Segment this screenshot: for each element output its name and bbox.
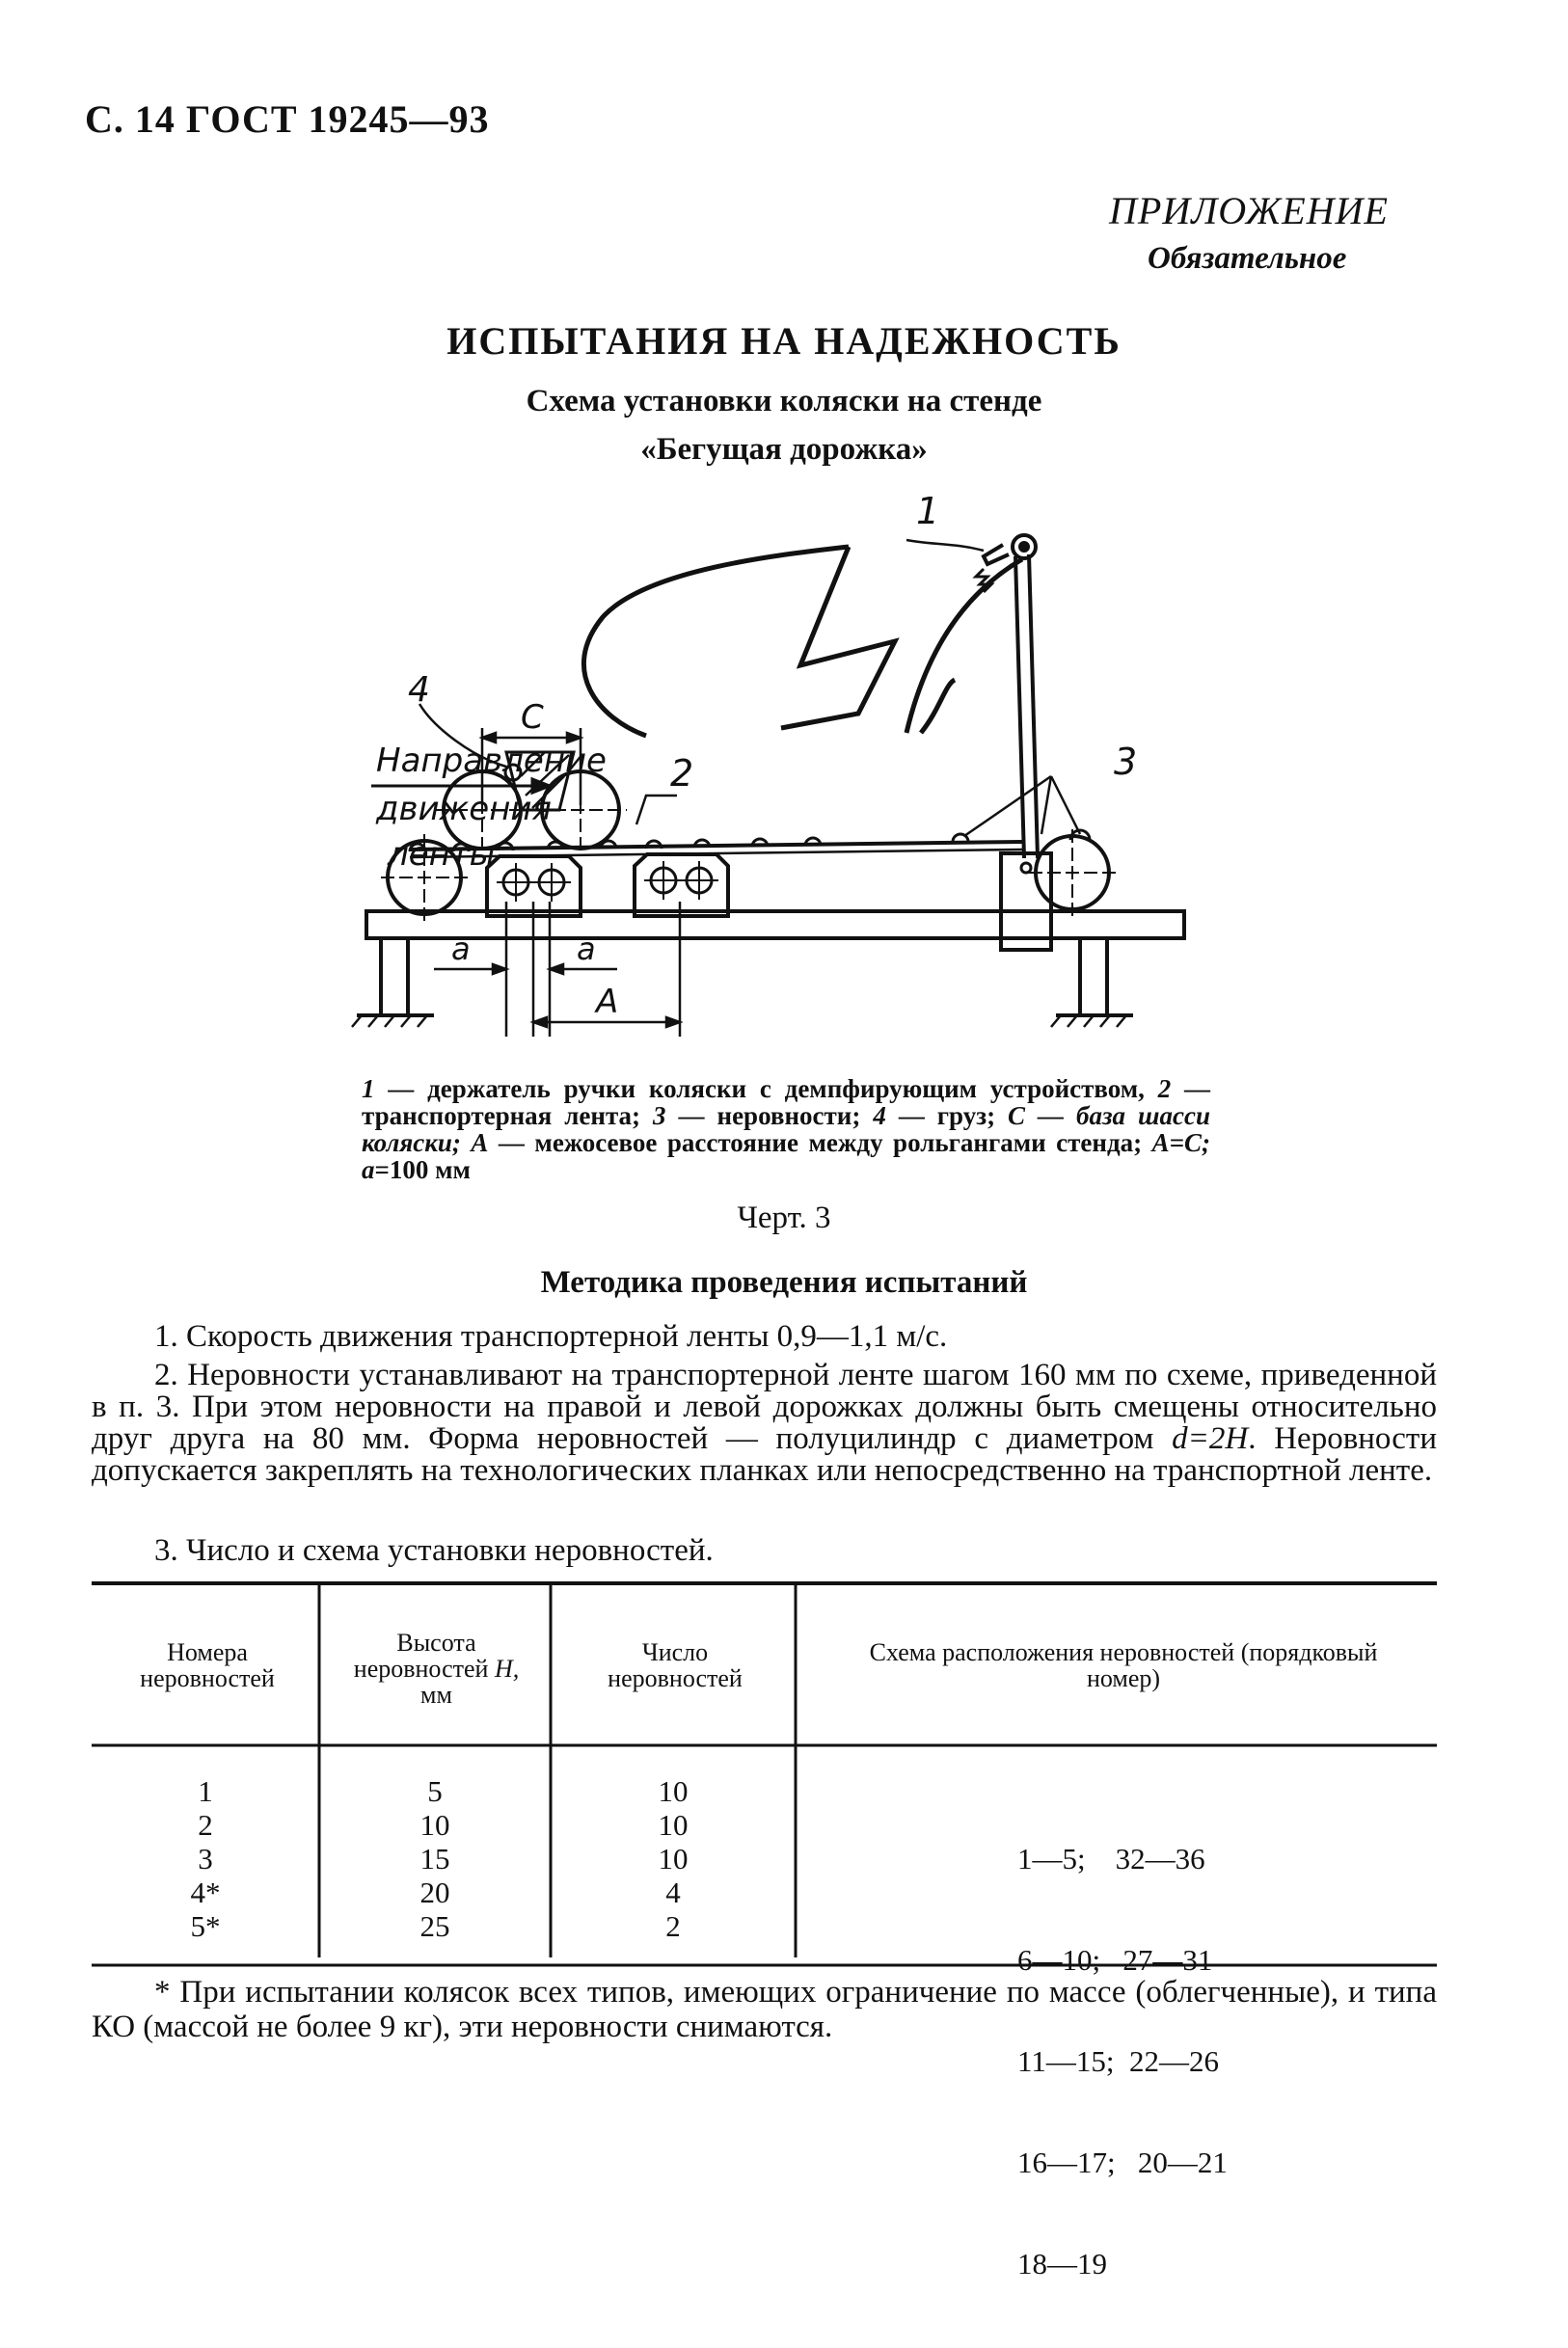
- footnote-rule: [92, 1962, 1437, 1968]
- label-a-big: A: [596, 983, 619, 1021]
- table-cell: 5*: [190, 1909, 221, 1943]
- direction-line1: Направление: [376, 742, 607, 780]
- caption-t2: — транспортерная лента;: [362, 1074, 1210, 1130]
- column-counts: [551, 1774, 796, 1943]
- table-cell: 6—10; 27—31: [1017, 1943, 1213, 1977]
- paragraph-3: [92, 1535, 1437, 1567]
- chart-number: Черт. 3: [737, 1201, 831, 1235]
- table-cell: 20: [419, 1876, 450, 1909]
- label-a-left: a: [451, 931, 471, 967]
- stroller-body: [583, 547, 955, 736]
- paragraph-2-b: . Неровности допускается закреплять на технологических планках или непосредственно на транспортной ленте.: [92, 1421, 1437, 1488]
- table-cell: 18—19: [1017, 2247, 1107, 2281]
- paragraph-1: [92, 1321, 1437, 1353]
- figure-caption: [362, 1075, 1210, 1183]
- caption-n3: 3: [653, 1101, 666, 1130]
- table-cell: 2: [198, 1808, 213, 1842]
- table-cell: 11—15; 22—26: [1017, 2044, 1219, 2078]
- callout-2: 2: [670, 752, 694, 795]
- handle-post-block: [1001, 853, 1051, 950]
- column-scheme: [1017, 1774, 1422, 2348]
- caption-t4: — груз;: [885, 1101, 1009, 1130]
- figure-title-line1: Схема установки коляски на стенде: [526, 384, 1042, 418]
- handle-holder: [976, 535, 1040, 858]
- appendix-status: Обязательное: [1148, 241, 1347, 276]
- table-cell: 10: [658, 1774, 689, 1808]
- table-cell: 10: [419, 1808, 450, 1842]
- table-footnote: [92, 1975, 1437, 2044]
- label-c: C: [521, 698, 544, 737]
- paragraph-2-a: 2. Неровности устанавливают на транспортерной ленте шагом 160 мм по схеме, приведенной в п. 3. При этом неровности на правой и левой дорожках должны быть смещены относительно друг друга на 80 мм. Форма неровностей — полуцилиндр с диаметром: [92, 1358, 1437, 1456]
- caption-n2: 2: [1157, 1074, 1172, 1103]
- callout-1: 1: [916, 490, 940, 532]
- caption-n4: 4: [873, 1101, 886, 1130]
- table-cell: 4: [665, 1876, 681, 1909]
- page-header: С. 14 ГОСТ 19245—93: [85, 97, 490, 141]
- callout-3: 3: [1114, 741, 1138, 783]
- column-numbers: [92, 1774, 319, 1943]
- table-cell: 25: [419, 1909, 450, 1943]
- caption-n1: 1: [362, 1074, 375, 1103]
- paragraph-2: [92, 1360, 1437, 1487]
- test-stand-drawing: [328, 487, 1215, 1056]
- roller-right: [1029, 829, 1116, 916]
- callout-4: 4: [408, 670, 430, 710]
- header-scheme: Схема расположения неровностей (порядковый номер): [869, 1638, 1378, 1692]
- table-cell: 4*: [190, 1876, 221, 1909]
- appendix-label: ПРИЛОЖЕНИЕ: [1109, 189, 1389, 232]
- section-title: ИСПЫТАНИЯ НА НАДЕЖНОСТЬ: [446, 319, 1122, 363]
- direction-line2: движения: [376, 790, 552, 828]
- leader-2: [636, 796, 677, 824]
- caption-eq: А=С; а: [362, 1128, 1211, 1184]
- leader-1: [906, 540, 984, 551]
- label-a-right: a: [577, 931, 596, 967]
- caption-t3: — неровности;: [665, 1101, 874, 1130]
- paragraph-2-formula: d=2H: [1172, 1421, 1249, 1456]
- footnote-text: * При испытании колясок всех типов, имеющих ограничение по массе (облегченные), и типа КО (массой не более 9 кг), эти неровности снимаются.: [92, 1975, 1437, 2044]
- table-cell: 1: [198, 1774, 213, 1808]
- paragraph-3-text: 3. Число и схема установки неровностей.: [154, 1533, 714, 1568]
- table-cell: 5: [427, 1774, 443, 1808]
- header-height: [333, 1630, 540, 1708]
- caption-t6: =100 мм: [374, 1155, 471, 1184]
- table-cell: 10: [658, 1842, 689, 1876]
- direction-line3: ленты: [388, 835, 496, 874]
- column-heights: [319, 1774, 551, 1943]
- stroller-handle: [906, 559, 1022, 733]
- table-cell: 2: [665, 1909, 681, 1943]
- method-title: Методика проведения испытаний: [540, 1265, 1028, 1300]
- header-height-text: Высота неровностей: [353, 1629, 495, 1683]
- table-cell: 16—17; 20—21: [1017, 2146, 1228, 2179]
- figure-title-line2: «Бегущая дорожка»: [640, 432, 928, 467]
- bearing-block-2: [635, 854, 728, 916]
- caption-c-part: С — база шасси коляски; А: [362, 1101, 1210, 1157]
- header-height-var: Н,: [494, 1655, 520, 1683]
- table-cell: 15: [419, 1842, 450, 1876]
- table-cell: 3: [198, 1842, 213, 1876]
- table-cell: 10: [658, 1808, 689, 1842]
- header-height-unit: мм: [420, 1681, 452, 1709]
- caption-t5: — межосевое расстояние между рольгангами стенда;: [488, 1128, 1152, 1157]
- caption-t1: — держатель ручки коляски с демпфирующим устройством,: [374, 1074, 1158, 1103]
- header-count: Число неровностей: [608, 1638, 743, 1692]
- paragraph-1-text: 1. Скорость движения транспортерной ленты 0,9—1,1 м/с.: [154, 1319, 948, 1354]
- dimension-a: [434, 902, 680, 1037]
- header-numbers: Номера неровностей: [140, 1638, 275, 1692]
- table-cell: 1—5; 32—36: [1017, 1842, 1205, 1876]
